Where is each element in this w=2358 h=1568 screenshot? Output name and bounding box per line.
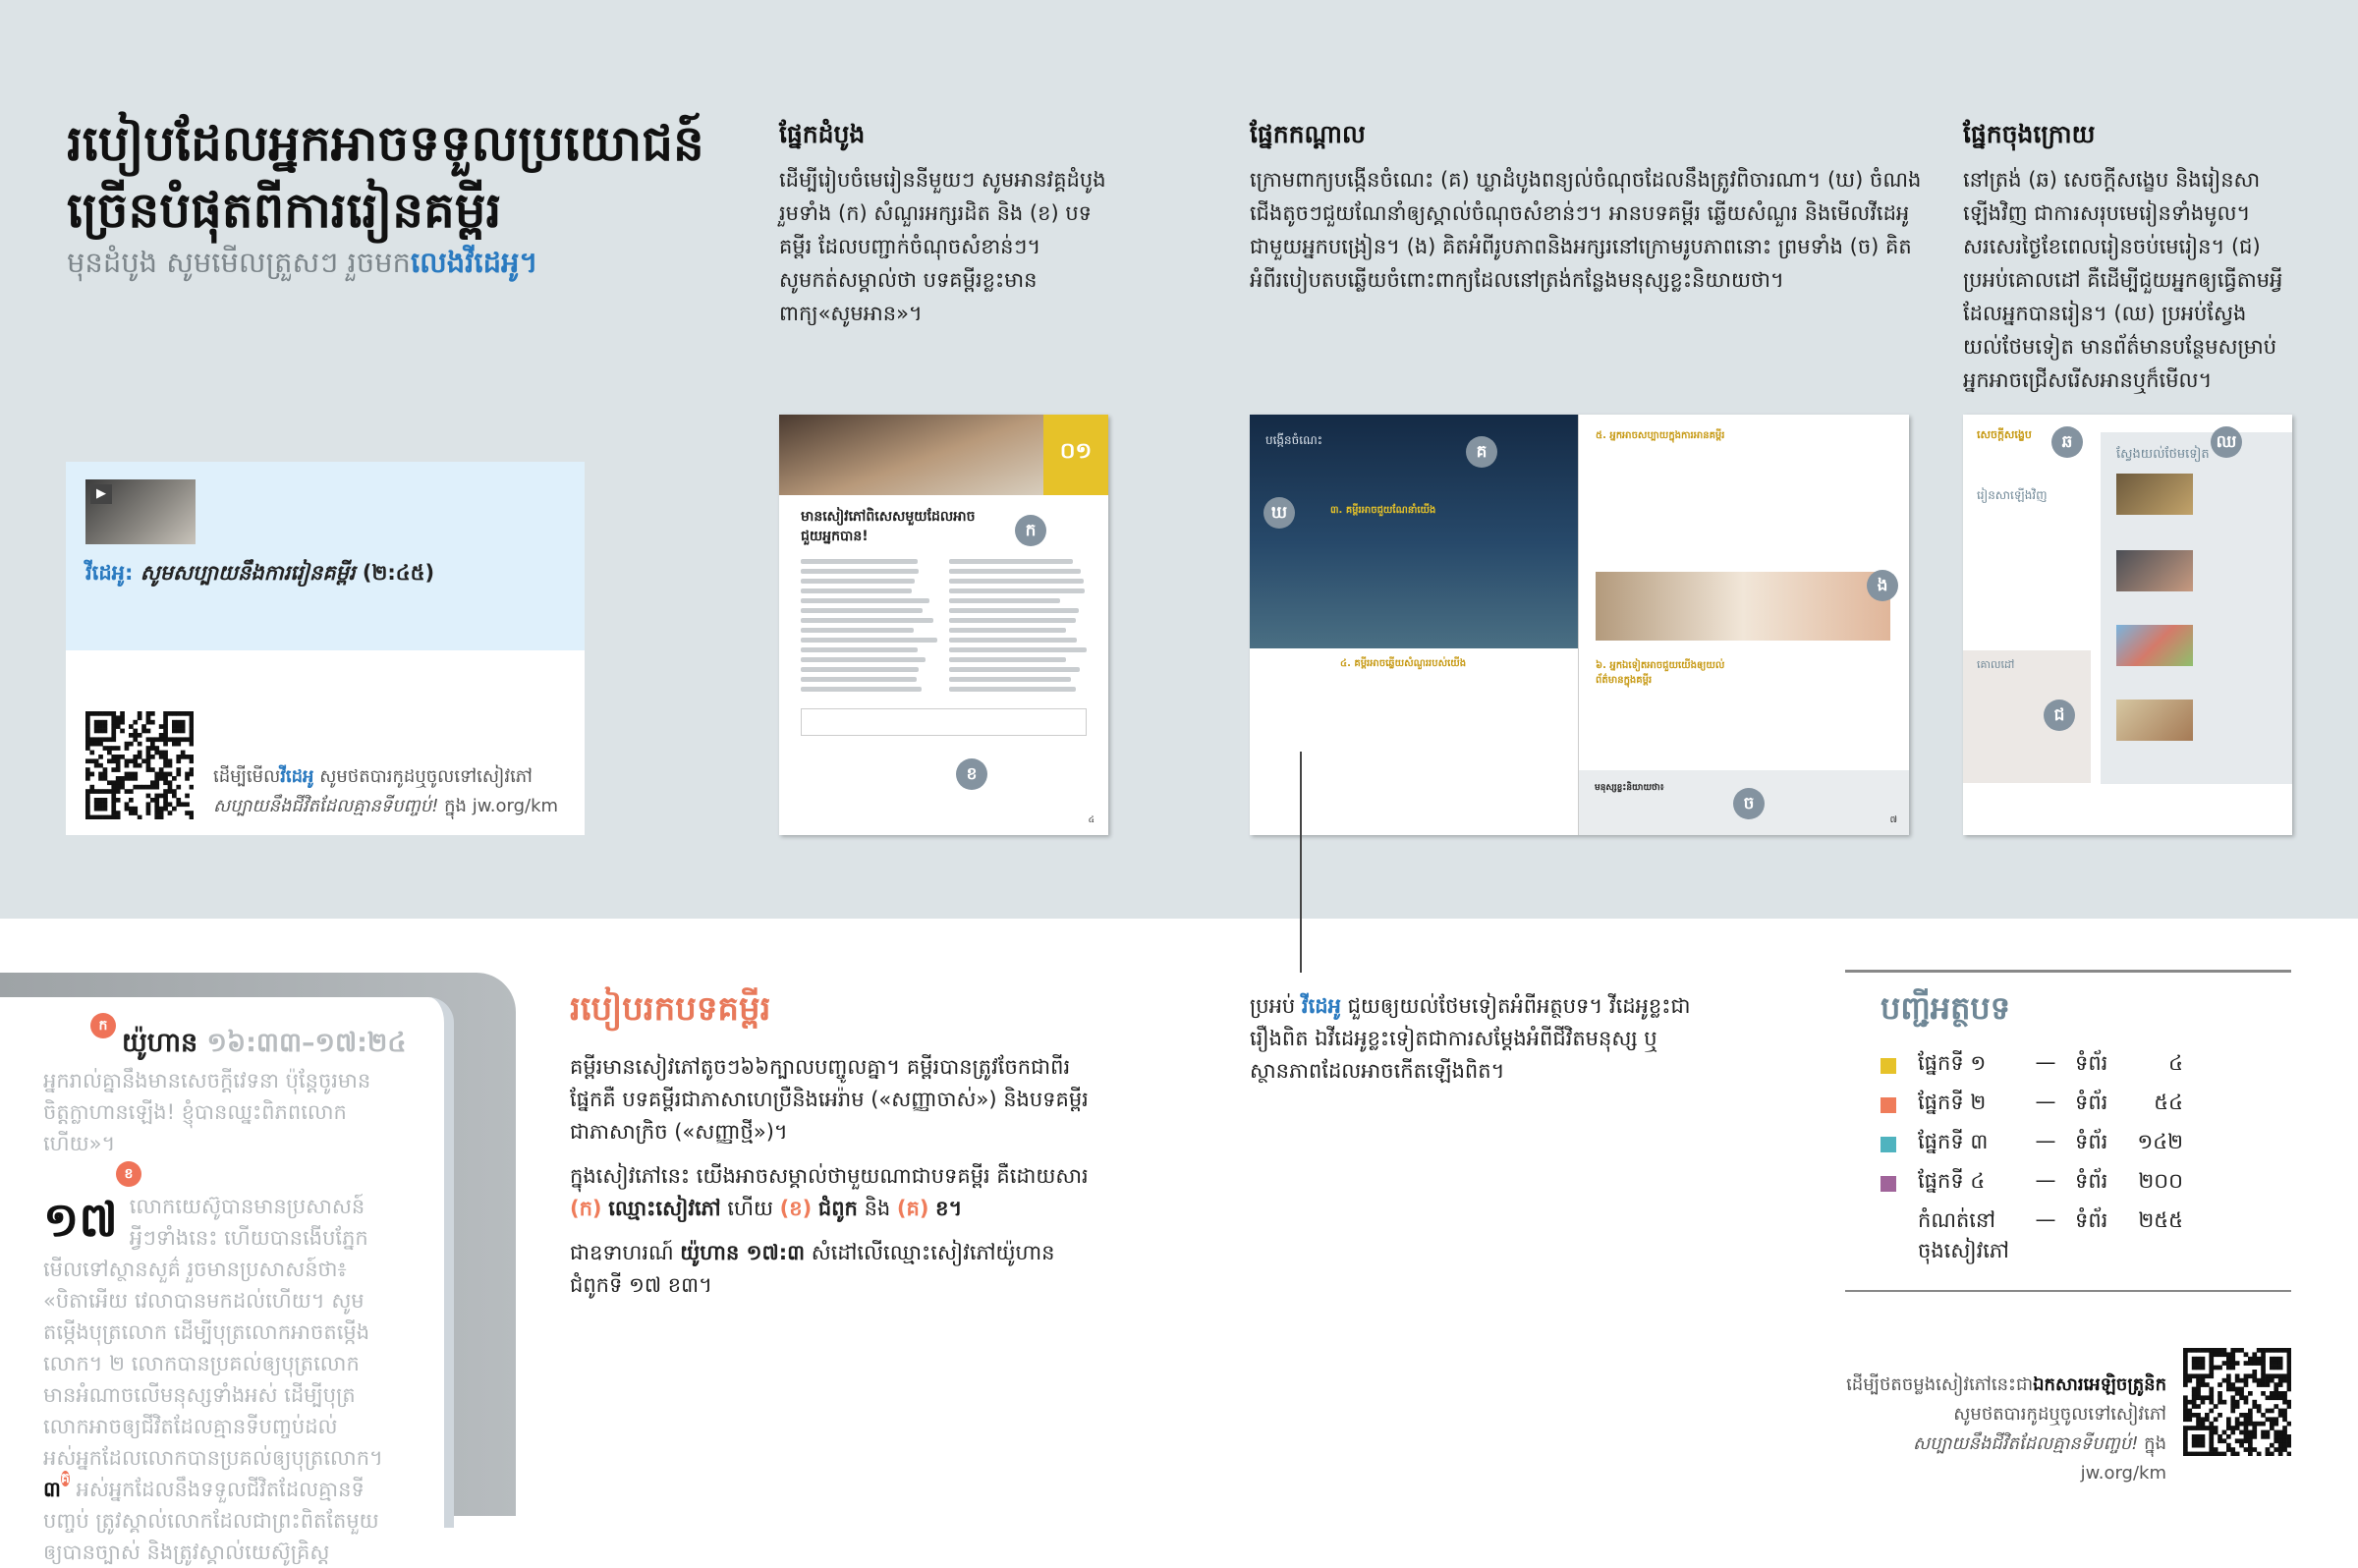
section-heading: ៥. អ្នកអាចសប្បាយក្នុងការអានគម្ពីរ xyxy=(1596,430,1725,441)
marker-badge: ជ xyxy=(2044,700,2075,731)
toc-dash: — xyxy=(2035,1168,2056,1192)
sample-page-last xyxy=(1963,415,2292,835)
video-name: សូមសប្បាយនឹងការរៀនគម្ពីរ xyxy=(140,561,356,585)
more-box xyxy=(2101,432,2292,784)
column-text: នៅត្រង់ (ឆ) សេចក្ដីសង្ខេប និងរៀនសាឡើងវិញ ជាការសរុបមេរៀនទាំងមូល។ សរសេរថ្ងៃខែពេលរៀនចប់មេរៀន។ (ជ) ប្រអប់គោលដៅ គឺដើម្បីជួយអ្នកឲ្យធ្វើតាមអ្វីដែលអ្នកបានរៀន។ (ឈ) ប្រអប់ស្វែងយល់ថែមទៀត មានព័ត៌មានបន្ថែមសម្រាប់អ្នកអាចជ្រើសរើសអានឬក៏មើល។ xyxy=(1963,168,2283,392)
marker-badge: ឈ xyxy=(2211,426,2242,458)
marker-badge: ច xyxy=(1733,788,1765,819)
verse-number: ៣ xyxy=(43,1478,61,1501)
column-text: ដើម្បីរៀបចំមេរៀននីមួយៗ សូមអានវគ្គដំបូង រួមទាំង (ក) សំណួរអក្សរដិត និង (ខ) បទគម្ពីរ ដែលបញ្ជាក់ចំណុចសំខាន់ៗ។ សូមកត់សម្គាល់ថា បទគម្ពីរខ្លះមានពាក្យ«សូមអាន»។ xyxy=(779,168,1106,325)
column-heading: ផ្នែកកណ្ដាល xyxy=(1250,120,1366,148)
part-color-swatch xyxy=(1881,1215,1896,1231)
video-card xyxy=(66,462,585,835)
toc-part: កំណត់នៅចុងសៀវភៅ xyxy=(1918,1208,2009,1262)
some-say-label: មនុស្សខ្លះនិយាយថា៖ xyxy=(1595,783,1664,793)
column-last-part xyxy=(1963,120,2297,397)
note-link: វីដេអូ xyxy=(280,766,314,787)
chapter-number: ១៧ xyxy=(43,1193,118,1248)
note-text: សូមថតបារកូដឬចូលទៅសៀវភៅ xyxy=(313,766,533,787)
toc-page-label: ទំព័រ xyxy=(2075,1091,2108,1114)
toc-part: ផ្នែកទី ២ xyxy=(1918,1091,1987,1114)
find-scripture-body xyxy=(570,1051,1100,1314)
marker-badge: ខ xyxy=(956,758,987,790)
sample-page-spread xyxy=(1250,415,1909,835)
intro-heading: បង្កើនចំណេះ xyxy=(1265,433,1323,447)
video-card-note xyxy=(213,762,558,821)
toc-dash: — xyxy=(2035,1129,2056,1152)
toc-page-number: ៥៤ xyxy=(2154,1091,2183,1114)
marker-badge: ង xyxy=(1867,570,1898,601)
marker-badge: ឆ xyxy=(2051,426,2083,458)
toc-row[interactable] xyxy=(1881,1050,2256,1090)
summary-heading: សេចក្ដីសង្ខេប xyxy=(1977,428,2032,441)
toc-part: ផ្នែកទី ៣ xyxy=(1918,1130,1989,1153)
toc-page-label: ទំព័រ xyxy=(2075,1208,2108,1232)
part-color-swatch xyxy=(1881,1176,1896,1192)
callout-line xyxy=(1300,752,1302,973)
sample-page-first xyxy=(779,415,1108,835)
toc-part: ផ្នែកទី ១ xyxy=(1918,1051,1987,1075)
verse-text: លោកយេស៊ូបានមានប្រសាសន៍អ្វីៗទាំងនេះ ហើយបានងើបភ្នែកមើលទៅស្ថានសួគ៌ រួចមានប្រសាសន៍ថា៖ «បិតាអើយ វេលាបានមកដល់ហើយ។ សូមតម្កើងបុត្រលោក ដើម្បីបុត្រលោកអាចតម្កើងលោក។ ២ លោកបានប្រគល់ឲ្យបុត្រលោកមានអំណាចលើមនុស្សទាំងអស់ ដើម្បីបុត្រលោកអាចឲ្យជីវិតដែលគ្មានទីបញ្ចប់ដល់អស់អ្នកដែលលោកបានប្រគល់ឲ្យបុត្រលោក។ xyxy=(43,1195,383,1470)
video-duration: (២:៤៥) xyxy=(362,561,435,585)
text-lines xyxy=(949,554,1088,697)
marker-badge: ក xyxy=(1015,515,1046,546)
paragraph: គម្ពីរមានសៀវភៅតូចៗ៦៦ក្បាលបញ្ចូលគ្នា។ គម្ពីរបានត្រូវចែកជាពីរផ្នែកគឺ បទគម្ពីរជាភាសាហេប្រឺនិងអេរ៉ាម («សញ្ញាចាស់») និងបទគម្ពីរជាភាសាក្រិច («សញ្ញាថ្មី»)។ xyxy=(570,1055,1089,1144)
subtitle-text: មុនដំបូង សូមមើលត្រួសៗ រួចមក xyxy=(67,246,411,279)
illustration xyxy=(1596,572,1890,641)
goal-heading: គោលដៅ xyxy=(1977,658,2015,671)
note-text: ដើម្បីមើល xyxy=(213,766,281,787)
marker-badge: ខ xyxy=(116,1161,141,1187)
part-color-swatch xyxy=(1881,1137,1896,1152)
column-text: ក្រោមពាក្យបង្កើនចំណេះ (គ) ឃ្លាដំបូងពន្យល់ចំណុចដែលនឹងត្រូវពិចារណា។ (ឃ) ចំណងជើងតូចៗជួយណែនាំឲ្យស្គាល់ចំណុចសំខាន់ៗ។ អានបទគម្ពីរ ឆ្លើយសំណួរ និងមើលវីដេអូជាមួយអ្នកបង្រៀន។ (ង) គិតអំពីរូបភាពនិងអក្សរនៅក្រោមរូបភាពនោះ ព្រមទាំង (ច) គិតអំពីរបៀបតបឆ្លើយចំពោះពាក្យដែលនៅត្រង់កន្លែងមនុស្សខ្លះនិយាយថា។ xyxy=(1250,168,1922,292)
marker-badge: គ xyxy=(60,1471,70,1486)
toc-title: បញ្ជីអត្ថបទ xyxy=(1881,989,2011,1027)
chapter-block xyxy=(43,1166,387,1568)
toc-page-number: ២០០ xyxy=(2138,1169,2183,1193)
paragraph: ជាឧទាហរណ៍ យ៉ូហាន ១៧:៣ សំដៅលើឈ្មោះសៀវភៅយ៉ូហាន ជំពូកទី ១៧ ខ៣។ xyxy=(570,1241,1055,1297)
subtitle xyxy=(67,246,538,287)
toc-page-label: ទំព័រ xyxy=(2075,1051,2108,1075)
title-line: ច្រើនបំផុតពីការរៀនគម្ពីរ xyxy=(67,182,502,239)
play-icon[interactable]: ▶ xyxy=(90,484,112,504)
video-thumbnail[interactable] xyxy=(85,479,196,544)
section-heading: ៦. អ្នកឯទៀតអាចជួយយើងឲ្យយល់ព័ត៌មានក្នុងគម្ពីរ xyxy=(1596,660,1725,686)
more-heading: ស្វែងយល់ថែមទៀត xyxy=(2116,447,2210,462)
marker-badge: ក xyxy=(90,1013,116,1038)
review-heading: រៀនសាឡើងវិញ xyxy=(1977,488,2048,502)
toc-row[interactable] xyxy=(1881,1129,2256,1168)
section-heading: ៤. គម្ពីរអាចឆ្លើយសំណួររបស់យើង xyxy=(1340,658,1467,669)
column-heading: ផ្នែកដំបូង xyxy=(779,120,866,148)
toc-dash: — xyxy=(2035,1050,2056,1074)
toc-page-label: ទំព័រ xyxy=(2075,1130,2108,1153)
video-note: ប្រអប់ វីដេអូ ជួយឲ្យយល់ថែមទៀតអំពីអត្ថបទ។ វីដេអូខ្លះជារឿងពិត ឯវីដេអូខ្លះទៀតជាការសម្ដែងអំពីជីវិតមនុស្ស ឬស្ថានភាពដែលអាចកើតឡើងពិត។ xyxy=(1250,994,1691,1083)
toc-row[interactable] xyxy=(1881,1168,2256,1207)
toc-dash: — xyxy=(2035,1090,2056,1113)
marker-badge: ឃ xyxy=(1263,497,1295,529)
toc-row[interactable] xyxy=(1881,1090,2256,1129)
qr-code[interactable] xyxy=(85,711,194,823)
scripture-range: ១៦:៣៣–១៧:២៤ xyxy=(206,1028,407,1058)
toc-page-number: ២៥៥ xyxy=(2138,1208,2183,1232)
page-folio: ៤ xyxy=(1088,815,1095,825)
title-line: របៀបដែលអ្នកអាចទទួលប្រយោជន៍ xyxy=(67,115,704,172)
text-lines xyxy=(801,554,939,697)
download-qr-code[interactable] xyxy=(2183,1348,2291,1460)
toc-row[interactable] xyxy=(1881,1207,2256,1276)
bible-sample-image xyxy=(0,973,516,1564)
scripture-box xyxy=(801,708,1087,736)
video-title xyxy=(85,560,565,590)
scripture-heading xyxy=(98,1018,444,1065)
section-heading: ៣. គម្ពីរអាចជួយណែនាំយើង xyxy=(1330,505,1436,516)
toc-page-number: ១៤២ xyxy=(2137,1130,2183,1153)
page-title xyxy=(67,110,704,244)
page-folio: ៧ xyxy=(1889,815,1897,825)
toc-page-number: ៤ xyxy=(2168,1051,2183,1075)
column-first-part xyxy=(779,120,1123,330)
paragraph: ក្នុងសៀវភៅនេះ យើងអាចសម្គាល់ថាមួយណាជាបទគម្ពីរ គឺដោយសារ (ក) ឈ្មោះសៀវភៅ ហើយ (ខ) ជំពូក និង (គ) ខ។ xyxy=(570,1164,1089,1220)
find-scripture-heading: របៀបរកបទគម្ពីរ xyxy=(570,989,771,1029)
toc-part: ផ្នែកទី ៤ xyxy=(1918,1169,1986,1193)
verse-text: អ្នករាល់គ្នានឹងមានសេចក្ដីវេទនា ប៉ុន្តែចូរមានចិត្តក្លាហានឡើង! ខ្ញុំបានឈ្នះពិភពលោកហើយ»។ xyxy=(43,1069,371,1155)
marker-badge: គ xyxy=(1466,436,1497,468)
download-note: ដើម្បីថតចម្លងសៀវភៅនេះជាឯកសារអេឡិចត្រូនិក សូមថតបារកូដឬចូលទៅសៀវភៅ សប្បាយនឹងជីវិតដែលគ្មានទីបញ្ចប់! ក្នុង jw.org/km xyxy=(1846,1374,2166,1484)
book-name: យ៉ូហាន xyxy=(122,1028,198,1058)
header-image xyxy=(779,415,1043,495)
book-title: សប្បាយនឹងជីវិតដែលគ្មានទីបញ្ចប់! xyxy=(213,796,439,816)
play-video-link[interactable]: លេងវីដេអូ។ xyxy=(410,246,538,279)
lesson-number: ០១ xyxy=(1043,415,1108,495)
table-of-contents xyxy=(1845,970,2291,1292)
video-label: វីដេអូ: xyxy=(85,561,134,585)
part-color-swatch xyxy=(1881,1097,1896,1113)
site: ក្នុង jw.org/km xyxy=(438,796,559,816)
verse-text: អស់អ្នកដែលនឹងទទួលជីវិតដែលគ្មានទីបញ្ចប់ ត្រូវស្គាល់លោកដែលជាព្រះពិតតែមួយឲ្យបានច្បាស់ និងត្រូវស្គាល់យេស៊ូគ្រិស្ត xyxy=(43,1478,379,1564)
toc-page-label: ទំព័រ xyxy=(2075,1169,2108,1193)
toc-dash: — xyxy=(2035,1207,2056,1231)
column-heading: ផ្នែកចុងក្រោយ xyxy=(1963,120,2096,148)
column-middle-part xyxy=(1250,120,1928,297)
part-color-swatch xyxy=(1881,1058,1896,1074)
lesson-heading: មានសៀវភៅពិសេសមួយដែលអាចជួយអ្នកបាន! xyxy=(801,509,976,544)
